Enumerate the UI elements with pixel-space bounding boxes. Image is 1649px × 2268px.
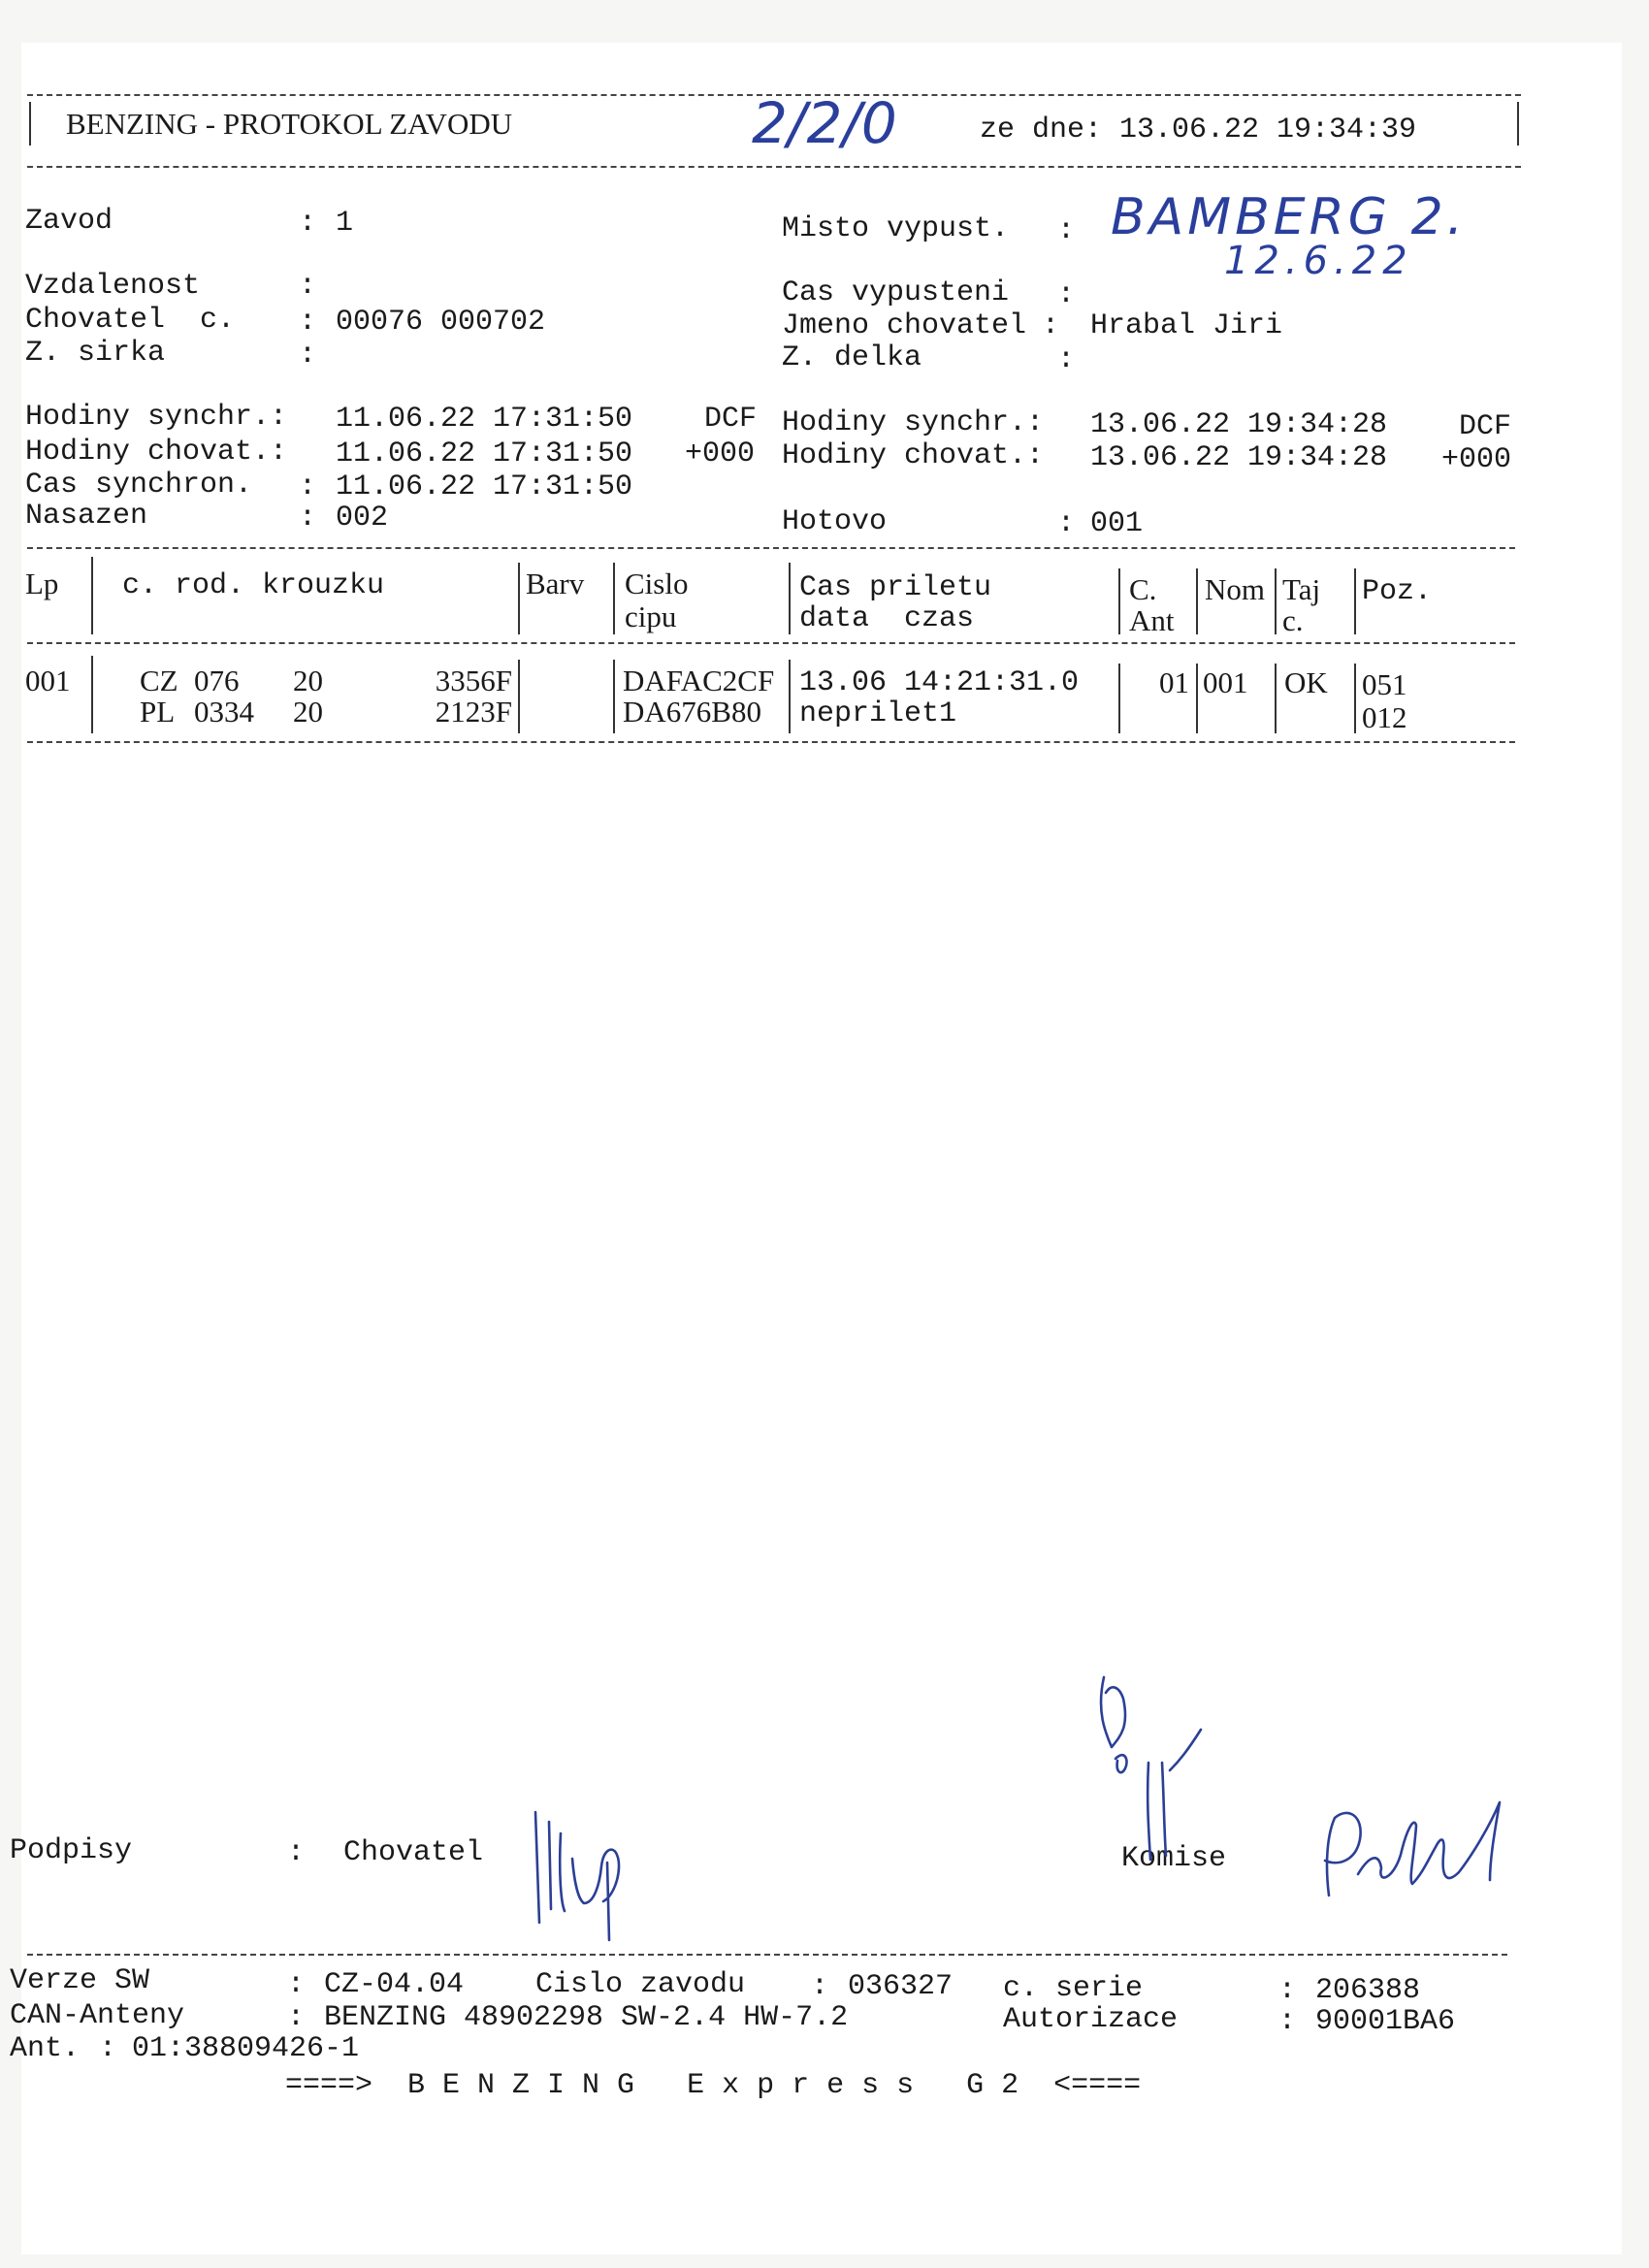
handwritten-release-date: 12.6.22 bbox=[1224, 239, 1413, 283]
row2-chip: DA676B80 bbox=[623, 695, 761, 729]
colon: : bbox=[1057, 507, 1076, 540]
colon: : bbox=[299, 270, 317, 303]
hodiny-synchr-suffix: DCF bbox=[704, 403, 758, 436]
table-header-rule bbox=[27, 642, 1515, 644]
colon: : bbox=[299, 470, 317, 503]
colon: : bbox=[1026, 406, 1045, 439]
chovatel-signature-label: Chovatel bbox=[343, 1836, 484, 1869]
row1-code: 3356F bbox=[435, 664, 512, 697]
zavod-value: 1 bbox=[336, 207, 354, 240]
col-sep bbox=[1354, 568, 1356, 634]
brand-line: ====> B E N Z I N G E x p r e s s G 2 <==== bbox=[285, 2069, 1142, 2102]
colon: : bbox=[1026, 439, 1045, 472]
z-sirka-label: Z. sirka bbox=[25, 337, 166, 370]
row1-year: 20 bbox=[293, 664, 323, 697]
jmeno-label: Jmeno chovatel bbox=[782, 309, 1027, 342]
row1-time: 13.06 14:21:31.0 bbox=[799, 666, 1080, 699]
ant-label: Ant. bbox=[10, 2032, 81, 2065]
colon: : bbox=[299, 207, 317, 240]
cislo-zavodu-label: Cislo zavodu bbox=[535, 1968, 746, 2001]
vzdalenost-label: Vzdalenost bbox=[25, 270, 201, 303]
colon: : bbox=[287, 1968, 306, 2001]
col-sep bbox=[1275, 664, 1277, 733]
komise-signature-1 bbox=[1086, 1654, 1261, 1877]
row1-nom: 001 bbox=[1203, 665, 1248, 699]
nasazen-value: 002 bbox=[336, 502, 389, 535]
col-header-nom: Nom bbox=[1205, 572, 1265, 606]
serie-value: 206388 bbox=[1315, 1974, 1421, 2007]
row1-ring: 076 bbox=[194, 664, 240, 697]
row2-time: neprilet1 bbox=[799, 697, 957, 730]
col-header-cas-1: Cas priletu bbox=[799, 571, 992, 604]
col-sep bbox=[613, 660, 615, 733]
row1-country: CZ bbox=[140, 664, 178, 697]
col-header-taj-1: Taj bbox=[1282, 572, 1321, 606]
col-header-lp: Lp bbox=[25, 567, 59, 600]
col-sep bbox=[1354, 664, 1356, 733]
colon: : bbox=[287, 2001, 306, 2034]
colon: : bbox=[811, 1970, 829, 2003]
colon: : bbox=[299, 306, 317, 339]
podpisy-label: Podpisy bbox=[10, 1834, 133, 1867]
row2-ring: 0334 bbox=[194, 695, 254, 729]
col-sep bbox=[518, 563, 520, 634]
cas-synchron-label: Cas synchron. bbox=[25, 469, 253, 502]
cislo-zavodu-value: 036327 bbox=[848, 1970, 954, 2003]
hodiny-synchr-right-label: Hodiny synchr. bbox=[782, 406, 1027, 439]
col-sep bbox=[613, 563, 615, 634]
colon: : bbox=[299, 339, 317, 372]
header-right-edge bbox=[1517, 102, 1519, 146]
col-header-krouzek: c. rod. krouzku bbox=[122, 569, 385, 602]
hodiny-chovat-right-value: 13.06.22 19:34:28 bbox=[1090, 441, 1388, 474]
hodiny-synchr-value: 11.06.22 17:31:50 bbox=[336, 403, 633, 436]
hodiny-synchr-right-suffix: DCF bbox=[1459, 410, 1512, 443]
colon: : bbox=[287, 1836, 306, 1869]
row2-country: PL bbox=[140, 695, 176, 729]
row1-ant: 01 bbox=[1159, 665, 1189, 699]
col-header-cant-1: C. bbox=[1129, 572, 1157, 606]
colon: : bbox=[1278, 1974, 1297, 2007]
hodiny-chovat-right-label: Hodiny chovat. bbox=[782, 439, 1027, 472]
colon: : bbox=[299, 502, 317, 535]
colon: : bbox=[1057, 214, 1076, 247]
zavod-label: Zavod bbox=[25, 205, 113, 238]
col-sep bbox=[1196, 568, 1198, 634]
misto-label: Misto vypust. bbox=[782, 212, 1010, 245]
hodiny-chovat-suffix: +000 bbox=[685, 437, 756, 470]
row1-poz: 051 bbox=[1362, 667, 1407, 701]
hodiny-chovat-label: Hodiny chovat. bbox=[25, 436, 271, 469]
document-sheet bbox=[21, 43, 1622, 2254]
komise-signature-label: Komise bbox=[1121, 1842, 1227, 1875]
colon: : bbox=[99, 2032, 117, 2065]
hodiny-chovat-value: 11.06.22 17:31:50 bbox=[336, 437, 633, 470]
col-header-cislo-2: cipu bbox=[625, 599, 677, 633]
col-header-cant-2: Ant bbox=[1129, 603, 1175, 637]
z-delka-label: Z. delka bbox=[782, 341, 922, 374]
colon: : bbox=[270, 401, 288, 434]
colon: : bbox=[1042, 309, 1060, 342]
col-header-cas-2: data czas bbox=[799, 602, 975, 635]
col-sep bbox=[789, 563, 791, 634]
komise-signature-2 bbox=[1300, 1787, 1523, 1913]
nasazen-label: Nasazen bbox=[25, 500, 148, 533]
footer-rule bbox=[27, 1954, 1507, 1956]
hodiny-chovat-right-suffix: +000 bbox=[1441, 443, 1512, 476]
can-label: CAN-Anteny bbox=[10, 1999, 185, 2032]
verze-label: Verze SW bbox=[10, 1964, 150, 1997]
col-sep bbox=[1118, 664, 1120, 733]
col-sep bbox=[1118, 568, 1120, 634]
table-bottom-rule bbox=[27, 741, 1515, 743]
col-header-barv: Barv bbox=[526, 567, 585, 600]
col-sep bbox=[789, 660, 791, 733]
row1-chip: DAFAC2CF bbox=[623, 664, 775, 697]
hotovo-value: 001 bbox=[1090, 507, 1144, 540]
header-date-value: 13.06.22 19:34:39 bbox=[1119, 113, 1417, 146]
colon: : bbox=[1057, 278, 1076, 311]
handwritten-number: 2/2/0 bbox=[752, 90, 897, 156]
colon: : bbox=[1057, 343, 1076, 376]
document-title: BENZING - PROTOKOL ZAVODU bbox=[66, 107, 513, 141]
chovatel-label: Chovatel c. bbox=[25, 304, 236, 337]
col-sep bbox=[1275, 568, 1277, 634]
cas-vypusteni-label: Cas vypusteni bbox=[782, 276, 1010, 309]
hodiny-synchr-label: Hodiny synchr. bbox=[25, 401, 271, 434]
jmeno-value: Hrabal Jiri bbox=[1090, 309, 1283, 342]
row2-year: 20 bbox=[293, 695, 323, 729]
autorizace-label: Autorizace bbox=[1003, 2003, 1179, 2036]
chovatel-signature bbox=[514, 1795, 669, 1950]
header-bottom-rule bbox=[27, 166, 1521, 168]
colon: : bbox=[270, 436, 288, 469]
header-left-edge bbox=[29, 102, 31, 146]
hotovo-label: Hotovo bbox=[782, 505, 888, 538]
can-value: BENZING 48902298 SW-2.4 HW-7.2 bbox=[324, 2001, 849, 2034]
verze-value: CZ-04.04 bbox=[324, 1968, 465, 2001]
row2-code: 2123F bbox=[435, 695, 512, 729]
table-top-rule bbox=[27, 547, 1515, 549]
handwritten-release-place: BAMBERG 2. bbox=[1111, 188, 1468, 246]
col-header-cislo-1: Cislo bbox=[625, 567, 689, 600]
cas-synchron-value: 11.06.22 17:31:50 bbox=[336, 470, 633, 503]
row1-taj: OK bbox=[1284, 665, 1328, 699]
ant-value: 01:38809426-1 bbox=[132, 2032, 360, 2065]
col-sep bbox=[518, 660, 520, 733]
row2-poz: 012 bbox=[1362, 700, 1407, 734]
serie-label: c. serie bbox=[1003, 1972, 1144, 2005]
col-header-taj-2: c. bbox=[1282, 603, 1304, 637]
header-date-label: ze dne: bbox=[980, 113, 1103, 146]
col-sep bbox=[1196, 664, 1198, 733]
chovatel-value: 00076 000702 bbox=[336, 306, 546, 339]
col-sep bbox=[91, 557, 93, 634]
autorizace-value: 90001BA6 bbox=[1315, 2005, 1456, 2038]
col-sep bbox=[91, 656, 93, 733]
hodiny-synchr-right-value: 13.06.22 19:34:28 bbox=[1090, 408, 1388, 441]
col-header-poz: Poz. bbox=[1362, 575, 1433, 608]
row1-lp: 001 bbox=[25, 664, 71, 697]
colon: : bbox=[1278, 2005, 1297, 2038]
